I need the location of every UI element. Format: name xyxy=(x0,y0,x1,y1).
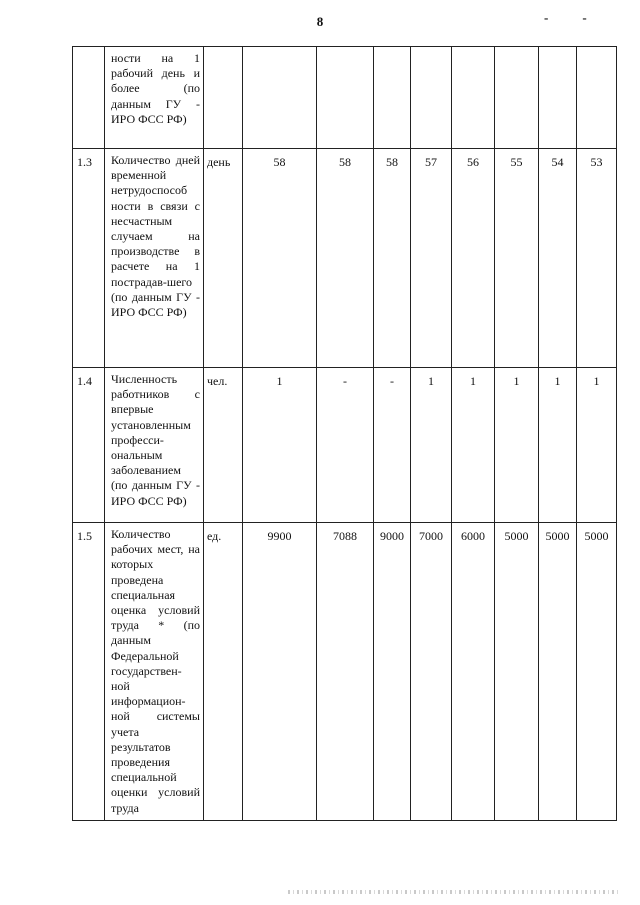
value-cell: 58 xyxy=(243,149,317,368)
value-cell: 5000 xyxy=(539,523,577,821)
row-number: 1.3 xyxy=(77,155,92,169)
unit: ед. xyxy=(207,529,222,543)
value-cell: 58 xyxy=(374,149,411,368)
table-row xyxy=(73,368,617,523)
value-cell xyxy=(539,47,577,149)
indicator-name: ности на 1 рабочий день и более (по данным ГУ - ИРО ФСС РФ) xyxy=(111,51,200,126)
value-cell: 1 xyxy=(452,368,495,523)
unit-cell xyxy=(204,149,243,368)
value-cell xyxy=(317,47,374,149)
unit-cell xyxy=(204,368,243,523)
value-cell xyxy=(374,47,411,149)
value-cell: 54 xyxy=(539,149,577,368)
value-cell: 1 xyxy=(411,368,452,523)
indicator-name-cell xyxy=(105,47,204,149)
value-cell: 7088 xyxy=(317,523,374,821)
value-cell: 58 xyxy=(317,149,374,368)
value-cell xyxy=(495,47,539,149)
unit-cell xyxy=(204,47,243,149)
corner-mark: - xyxy=(544,10,583,25)
value-cell: 1 xyxy=(243,368,317,523)
value-cell xyxy=(577,47,617,149)
value-cell: 55 xyxy=(495,149,539,368)
value-cell xyxy=(411,47,452,149)
value-cell: 5000 xyxy=(577,523,617,821)
value-cell xyxy=(452,47,495,149)
row-number-cell xyxy=(73,523,105,821)
table-row xyxy=(73,523,617,821)
value-cell: 53 xyxy=(577,149,617,368)
row-number-cell xyxy=(73,368,105,523)
indicator-name-cell xyxy=(105,523,204,821)
indicator-name-cell xyxy=(105,149,204,368)
table-row xyxy=(73,149,617,368)
value-cell: 1 xyxy=(495,368,539,523)
value-cell: 1 xyxy=(539,368,577,523)
value-cell: 9900 xyxy=(243,523,317,821)
corner-marks xyxy=(544,10,621,26)
indicators-table xyxy=(72,46,617,821)
value-cell: - xyxy=(317,368,374,523)
indicator-name-cell xyxy=(105,368,204,523)
scan-artifact xyxy=(288,890,618,894)
row-number-cell xyxy=(73,47,105,149)
value-cell: 56 xyxy=(452,149,495,368)
page-number: 8 xyxy=(316,14,324,29)
unit-cell xyxy=(204,523,243,821)
indicator-name: Численность работников с впервые установленным професси-ональным заболеванием (по данным ГУ - ИРО ФСС РФ) xyxy=(111,372,200,508)
value-cell: - xyxy=(374,368,411,523)
row-number: 1.5 xyxy=(77,529,92,543)
corner-mark: - xyxy=(582,10,621,25)
value-cell: 1 xyxy=(577,368,617,523)
indicator-name: Количество дней временной нетрудоспособ ности в связи с несчастным случаем на производстве в расчете на 1 пострадав-шего (по данным ГУ - ИРО ФСС РФ) xyxy=(111,153,200,320)
unit: день xyxy=(207,155,231,169)
row-number: 1.4 xyxy=(77,374,92,388)
indicator-name: Количество рабочих мест, на которых проведена специальная оценка условий труда * (по данным Федеральной государствен-ной информацион-ной системы учета результатов проведения специальной оценки условий труда xyxy=(111,527,200,815)
table-row xyxy=(73,47,617,149)
value-cell: 9000 xyxy=(374,523,411,821)
row-number-cell xyxy=(73,149,105,368)
value-cell xyxy=(243,47,317,149)
value-cell: 7000 xyxy=(411,523,452,821)
value-cell: 57 xyxy=(411,149,452,368)
value-cell: 6000 xyxy=(452,523,495,821)
value-cell: 5000 xyxy=(495,523,539,821)
unit: чел. xyxy=(207,374,228,388)
